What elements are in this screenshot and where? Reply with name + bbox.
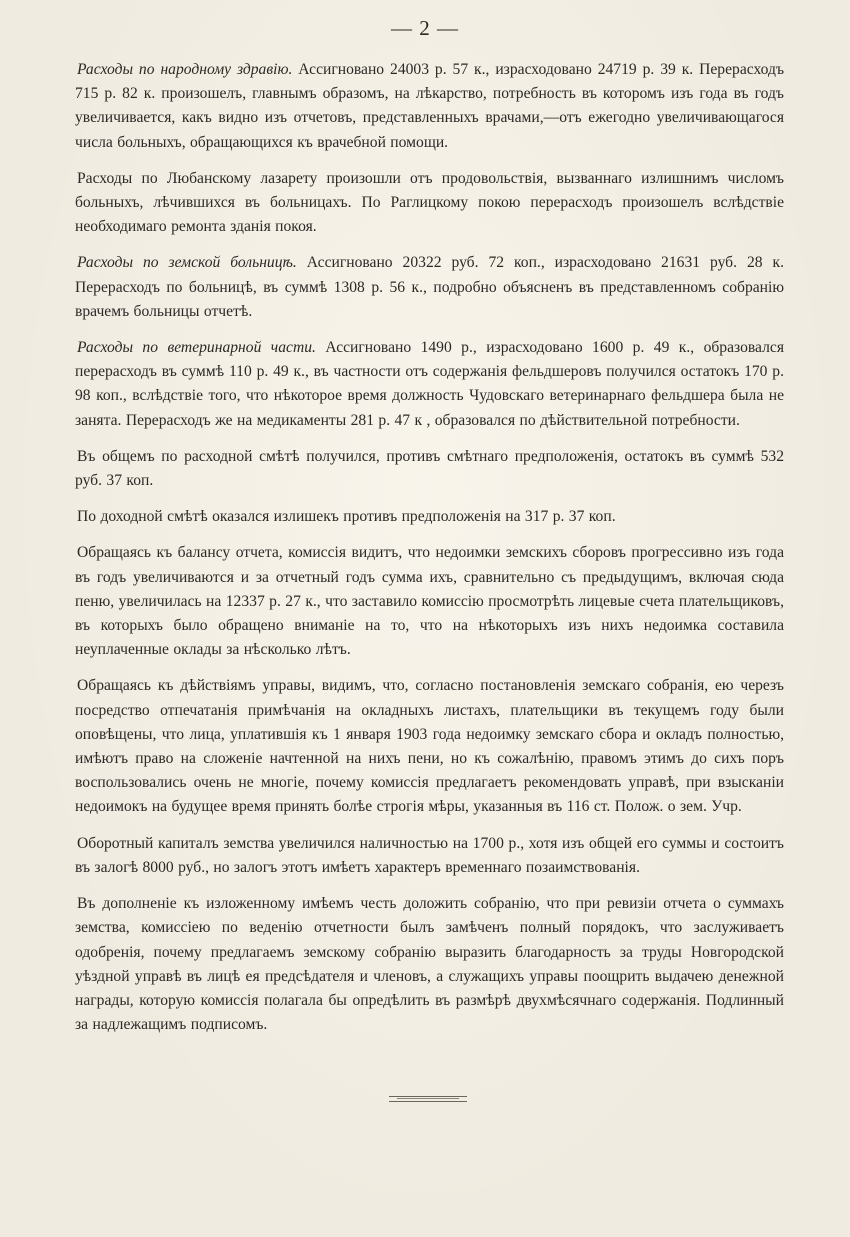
paragraph-expense-total — [75, 445, 784, 493]
paragraph-text: Оборотный капиталъ земства увеличился наличностью на 1700 р., хотя изъ общей его суммы и состоитъ въ залогѣ 8000 руб., но залогъ этотъ имѣетъ характеръ временнаго позаимствованія. — [75, 834, 784, 876]
paragraph-text: Обращаясь къ балансу отчета, комиссія видитъ, что недоимки земскихъ сборовъ прогрессивно изъ года въ годъ увеличиваются и за отчетный годъ сумма ихъ, сравнительно съ предыдущимъ, включая сюда пеню, увеличилась на 12337 р. 27 к., что заставило комиссію просмотрѣть лицевые счета плательщиковъ, въ которыхъ было обращено вниманіе на то, что на нѣкоторыхъ изъ нихъ недоимка составила неуплаченные оклады за нѣсколько лѣтъ. — [75, 544, 784, 659]
section-heading: Расходы по ветеринарной части. — [77, 339, 316, 357]
paragraph-text: Ассигновано 1490 р., израсходовано 1600 р. 49 к., образовался перерасходъ въ суммѣ 110 р. 49 к., въ частности отъ содержанія фельдшеровъ получился остатокъ 170 р. 98 коп., вслѣдствіе того, что нѣкоторое время должность Чудовскаго ветеринарнаго фельдшера была не занята. Перерасходъ же на медикаменты 281 р. 47 к , образовался по дѣйствительной потребности. — [75, 339, 784, 429]
paragraph-income-total — [75, 505, 784, 529]
paragraph-text: Ассигновано 20322 руб. 72 коп., израсходовано 21631 руб. 28 к. Перерасходъ по больницѣ, въ суммѣ 1308 р. 56 к., подробно объясненъ въ представленномъ собранію врачемъ больницы отчетѣ. — [75, 254, 784, 320]
paragraph-veterinary — [75, 336, 784, 433]
body-text — [75, 58, 784, 1049]
paragraph-text: Ассигновано 24003 р. 57 к., израсходовано 24719 р. 39 к. Перерасходъ 715 р. 82 к. произошелъ, главнымъ образомъ, на лѣкарство, потребность въ которомъ изъ года въ годъ увеличивается, какъ видно изъ отчетовъ, представленныхъ врачами,—отъ ежегодно увеличивающагося числа больныхъ, обращающихся къ врачебной помощи. — [75, 61, 785, 151]
paragraph-text: Въ общемъ по расходной смѣтѣ получился, противъ смѣтнаго предположенія, остатокъ въ суммѣ 532 руб. 37 коп. — [75, 447, 784, 490]
paragraph-text: Обращаясь къ дѣйствіямъ управы, видимъ, что, согласно постановленія земскаго собранія, ею черезъ посредство отпечатанія примѣчанія на окладныхъ листахъ, плательщики въ текущемъ году были оповѣщены, что лица, уплатившія къ 1 января 1903 года недоимку земскаго сбора и окладъ полностью, имѣютъ право на сложеніе начтенной на нихъ пени, но къ сожалѣнію, правомъ этимъ до сихъ поръ воспользовались очень не многіе, почему комиссія предлагаетъ рекомендовать управѣ, при взысканіи недоимокъ на будущее время принять болѣе строгія мѣры, указанныя въ 116 ст. Полож. о зем. Учр. — [75, 677, 784, 816]
paragraph-text: Въ дополненіе къ изложенному имѣемъ честь доложить собранію, что при ревизіи отчета о суммахъ земства, комиссіею по веденію отчетности былъ замѣченъ полный порядокъ, что заслуживаетъ одобренія, почему предлагаемъ земскому собранію выразить благодарность за труды Новгородской уѣздной управѣ въ лицѣ ея предсѣдателя и членовъ, а служащихъ управы поощрить выдачею денежной награды, которую комиссія полагала бы опредѣлить въ размѣрѣ двухмѣсячнаго содержанія. Подлинный за надлежащимъ подписомъ. — [75, 895, 784, 1034]
section-heading: Расходы по земской больницѣ. — [77, 254, 297, 272]
end-divider — [389, 1096, 467, 1102]
paragraph-text: Расходы по Любанскому лазарету произошли отъ продовольствія, вызваннаго излишнимъ числомъ больныхъ, лѣчившихся въ больницахъ. По Раглицкому покою перерасходъ произошелъ вслѣдствіе необходимаго ремонта зданія покоя. — [75, 169, 784, 236]
section-heading: Расходы по народному здравію. — [77, 61, 293, 78]
paragraph-balance — [75, 541, 784, 662]
paragraph-hospital — [75, 251, 784, 324]
paragraph-text: По доходной смѣтѣ оказался излишекъ противъ предположенія на 317 р. 37 коп. — [77, 508, 616, 526]
page-number: — 2 — — [391, 16, 459, 40]
paragraph-conclusion — [75, 892, 784, 1037]
paragraph-health — [75, 58, 784, 155]
paragraph-lazaret — [75, 167, 784, 240]
paragraph-working-capital — [75, 832, 784, 880]
paragraph-board-actions — [75, 674, 784, 819]
